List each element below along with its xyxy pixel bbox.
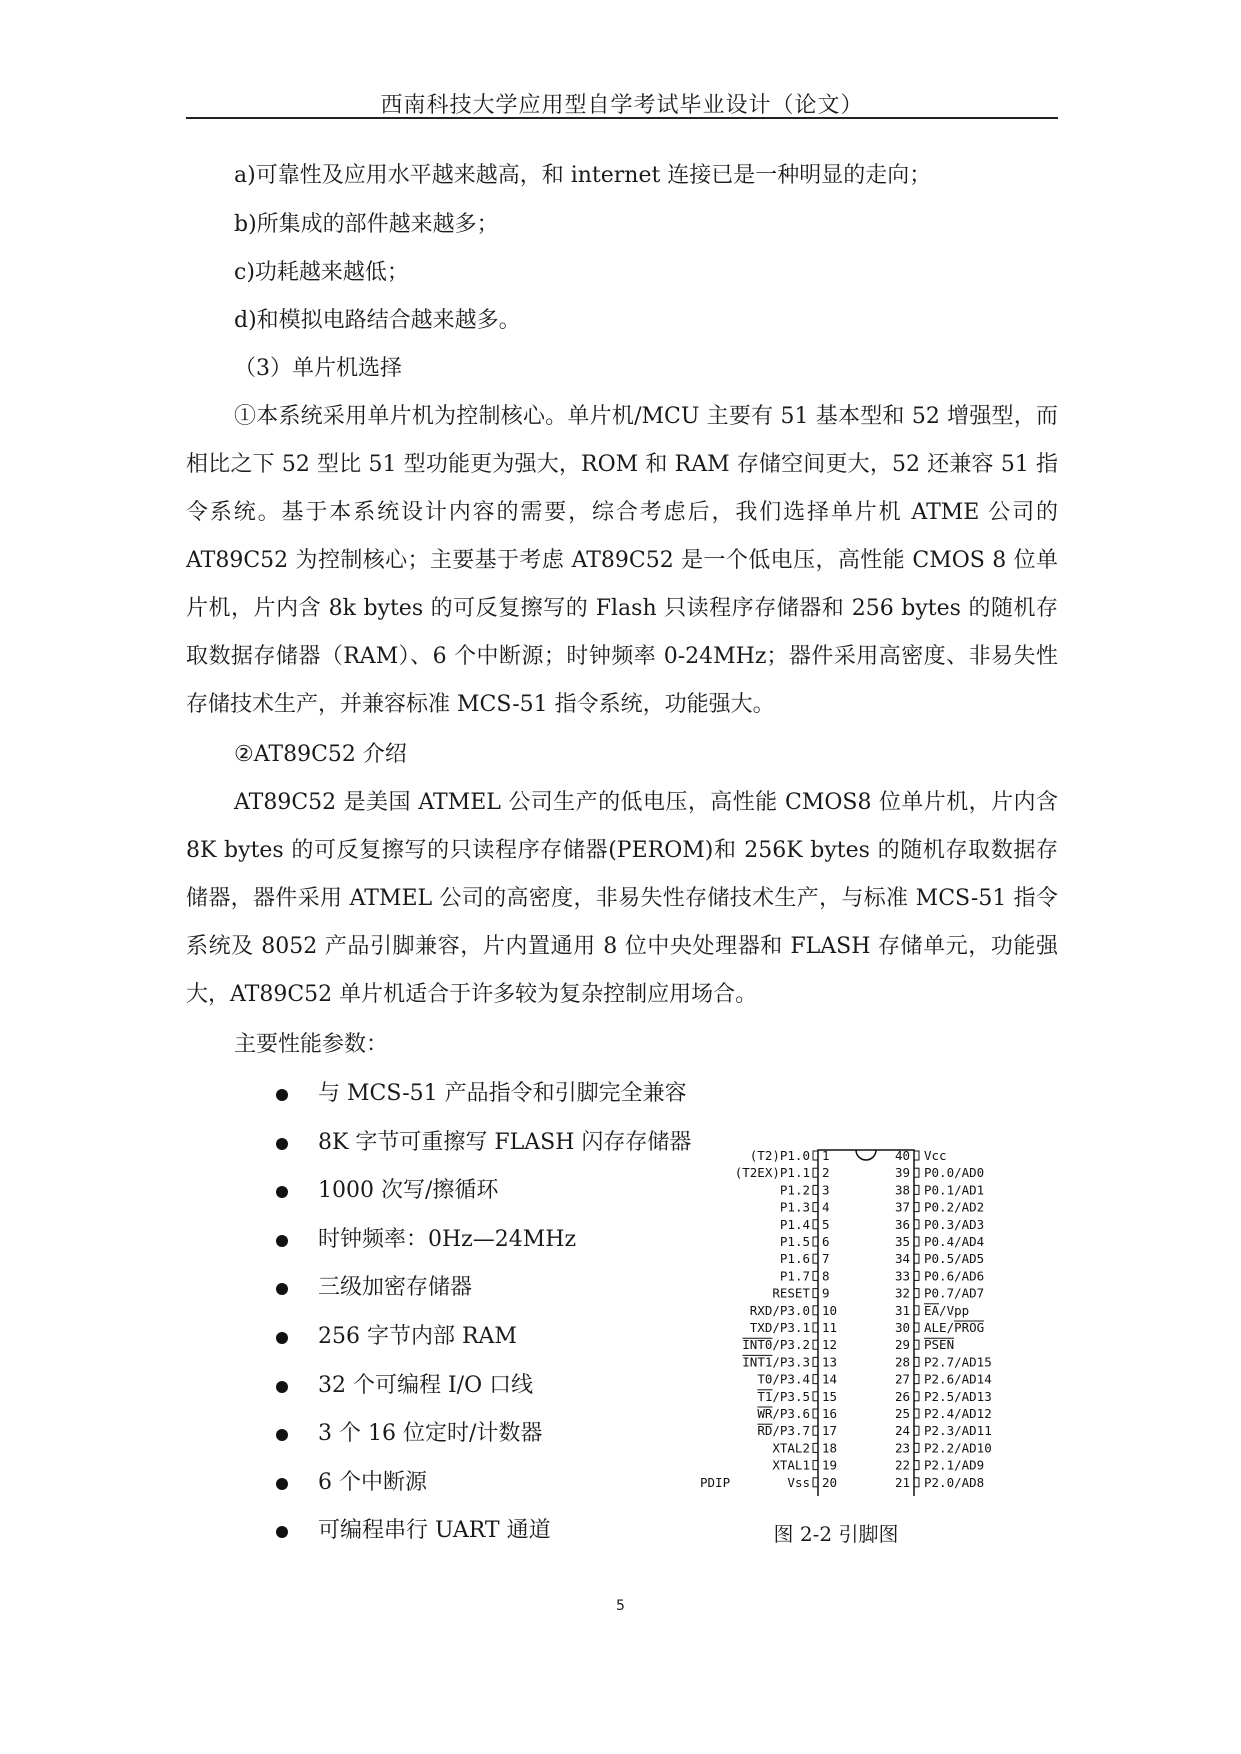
pin-label: WR/P3.6 [757, 1406, 810, 1421]
pinout-svg [700, 1146, 1020, 1496]
pinout-diagram [700, 1146, 1020, 1496]
pin-label: T0/P3.4 [757, 1371, 810, 1387]
pin-number: 17 [822, 1423, 838, 1439]
pin-number: 7 [822, 1251, 830, 1267]
param-item: 与 MCS-51 产品指令和引脚完全兼容 [276, 1070, 716, 1119]
pin-label: P1.4 [779, 1216, 810, 1232]
param-item: 8K 字节可重擦写 FLASH 闪存存储器 [276, 1119, 716, 1168]
pin-label: Vcc [924, 1148, 947, 1163]
figure-caption: 图 2-2 引脚图 [773, 1522, 899, 1546]
params-heading: 主要性能参数： [234, 1032, 389, 1057]
pin-label: P0.5/AD5 [924, 1251, 985, 1267]
pin-number: 32 [894, 1285, 910, 1301]
pin-label: P2.0/AD8 [924, 1474, 985, 1490]
pin-label: RD/P3.7 [757, 1423, 810, 1439]
pin-label: P1.3 [779, 1199, 810, 1215]
list-item: a)可靠性及应用水平越来越高，和 internet 连接已是一种明显的走向； [234, 163, 932, 188]
pin-label: P1.7 [779, 1268, 810, 1284]
pin-number: 10 [822, 1302, 838, 1318]
param-item: 256 字节内部 RAM [276, 1313, 716, 1362]
pin-label: P1.5 [779, 1234, 810, 1249]
pin-label: RESET [772, 1285, 810, 1301]
header-divider [186, 117, 1058, 119]
pin-number: 11 [822, 1320, 838, 1335]
paragraph-at89c52-intro: AT89C52 是美国 ATMEL 公司生产的低电压，高性能 CMOS8 位单片机，片内含 8K bytes 的可反复擦写的只读程序存储器(PEROM)和 256K bytes 的随机存取数据存储器，器件采用 ATMEL 公司的高密度，非易失性存储技术生产，与标准 MCS-51 指令系统及 8052 产品引脚兼容，片内置通用 8 位中央处理器和 FLASH 存储单元，功能强大，AT89C52 单片机适合于许多较为复杂控制应用场合。 [186, 790, 1058, 1007]
pin-number: 35 [894, 1234, 910, 1249]
bullet-icon [276, 1138, 288, 1150]
pin-label: P0.6/AD6 [924, 1268, 985, 1284]
pin-label: P2.4/AD12 [924, 1406, 992, 1421]
pin-number: 20 [822, 1474, 838, 1490]
pin-number: 15 [822, 1388, 838, 1404]
param-item: 6 个中断源 [276, 1459, 716, 1508]
pin-number: 40 [894, 1148, 910, 1163]
pin-label: XTAL2 [772, 1440, 810, 1456]
param-item: 32 个可编程 I/O 口线 [276, 1362, 716, 1411]
page-header: 西南科技大学应用型自学考试毕业设计（论文） [380, 93, 864, 118]
pin-number: 19 [822, 1457, 838, 1473]
pin-label: P2.5/AD13 [924, 1388, 992, 1404]
pin-number: 31 [894, 1302, 910, 1318]
pin-number: 29 [894, 1337, 910, 1353]
bullet-icon [276, 1332, 288, 1344]
pin-label: P1.2 [779, 1182, 810, 1198]
pin-label: P0.7/AD7 [924, 1285, 985, 1301]
pin-number: 1 [822, 1148, 830, 1163]
pin-number: 39 [894, 1165, 910, 1181]
bullet-icon [276, 1186, 288, 1198]
param-item: 3 个 16 位定时/计数器 [276, 1410, 716, 1459]
pin-label: P2.7/AD15 [924, 1354, 992, 1370]
pin-number: 34 [894, 1251, 910, 1267]
param-item: 三级加密存储器 [276, 1264, 716, 1313]
pin-number: 27 [894, 1371, 910, 1387]
pin-number: 22 [894, 1457, 910, 1473]
bullet-icon [276, 1089, 288, 1101]
pin-label: P2.2/AD10 [924, 1440, 992, 1456]
pin-number: 16 [822, 1406, 838, 1421]
pin-label: XTAL1 [772, 1457, 810, 1473]
pin-number: 37 [894, 1199, 910, 1215]
pin-number: 23 [894, 1440, 910, 1456]
pin-number: 9 [822, 1285, 830, 1301]
bullet-icon [276, 1235, 288, 1247]
pin-number: 8 [822, 1268, 830, 1284]
pin-label: P2.3/AD11 [924, 1423, 992, 1439]
pin-number: 30 [894, 1320, 910, 1335]
package-label: PDIP [700, 1474, 731, 1490]
pin-number: 25 [894, 1406, 910, 1421]
pin-label: P0.1/AD1 [924, 1182, 985, 1198]
pin-label: Vss [787, 1474, 810, 1490]
pin-number: 24 [894, 1423, 910, 1439]
pin-number: 18 [822, 1440, 838, 1456]
pin-number: 5 [822, 1216, 830, 1232]
list-item: d)和模拟电路结合越来越多。 [234, 308, 521, 333]
pin-label: INT1/P3.3 [742, 1354, 810, 1370]
pin-number: 6 [822, 1234, 830, 1249]
pin-label: P0.4/AD4 [924, 1234, 985, 1249]
pin-label: (T2)P1.0 [749, 1148, 810, 1163]
pin-label: P2.6/AD14 [924, 1371, 992, 1387]
pin-number: 4 [822, 1199, 830, 1215]
pin-label: (T2EX)P1.1 [734, 1165, 810, 1181]
pin-label: EA/Vpp [924, 1302, 970, 1318]
pin-label: P0.0/AD0 [924, 1165, 985, 1181]
bullet-icon [276, 1283, 288, 1295]
subheading: ②AT89C52 介绍 [234, 742, 407, 767]
bullet-icon [276, 1478, 288, 1490]
pin-label: INT0/P3.2 [742, 1337, 810, 1353]
pin-number: 3 [822, 1182, 830, 1198]
pin-number: 14 [822, 1371, 838, 1387]
section-heading: （3）单片机选择 [234, 356, 402, 381]
bullet-icon [276, 1526, 288, 1538]
pin-number: 38 [894, 1182, 910, 1198]
pin-number: 33 [894, 1268, 910, 1284]
pin-label: PSEN [924, 1337, 955, 1353]
pin-number: 28 [894, 1354, 910, 1370]
chip-notch [856, 1150, 876, 1160]
paragraph-mcu-selection: ①本系统采用单片机为控制核心。单片机/MCU 主要有 51 基本型和 52 增强型，而相比之下 52 型比 51 型功能更为强大，ROM 和 RAM 存储空间更大，52 还兼容 51 指令系统。基于本系统设计内容的需要，综合考虑后，我们选择单片机 ATME 公司的 AT89C52 为控制核心；主要基于考虑 AT89C52 是一个低电压，高性能 CMOS 8 位单片机，片内含 8k bytes 的可反复擦写的 Flash 只读程序存储器和 256 bytes 的随机存取数据存储器（RAM）、6 个中断源；时钟频率 0-24MHz；器件采用高密度、非易失性存储技术生产，并兼容标准 MCS-51 指令系统，功能强大。 [186, 404, 1058, 717]
pin-number: 13 [822, 1354, 838, 1370]
pin-number: 12 [822, 1337, 838, 1353]
param-item: 1000 次写/擦循环 [276, 1167, 716, 1216]
pin-number: 21 [894, 1474, 910, 1490]
pin-number: 26 [894, 1388, 910, 1404]
pin-number: 36 [894, 1216, 910, 1232]
bullet-icon [276, 1381, 288, 1393]
pin-label: P0.2/AD2 [924, 1199, 985, 1215]
pin-label: RXD/P3.0 [749, 1302, 810, 1318]
pin-number: 2 [822, 1165, 830, 1181]
list-item: b)所集成的部件越来越多； [234, 212, 499, 237]
param-item: 可编程串行 UART 通道 [276, 1507, 716, 1556]
param-item: 时钟频率：0Hz—24MHz [276, 1216, 716, 1265]
bullet-icon [276, 1429, 288, 1441]
params-list [276, 1070, 716, 1556]
pin-label: P0.3/AD3 [924, 1216, 985, 1232]
list-item: c)功耗越来越低； [234, 260, 409, 285]
page-number: 5 [616, 1598, 625, 1614]
pin-label: TXD/P3.1 [749, 1320, 810, 1335]
pin-label: P1.6 [779, 1251, 810, 1267]
pin-label: ALE/PROG [924, 1320, 985, 1335]
pin-label: T1/P3.5 [757, 1388, 810, 1404]
pin-label: P2.1/AD9 [924, 1457, 985, 1473]
